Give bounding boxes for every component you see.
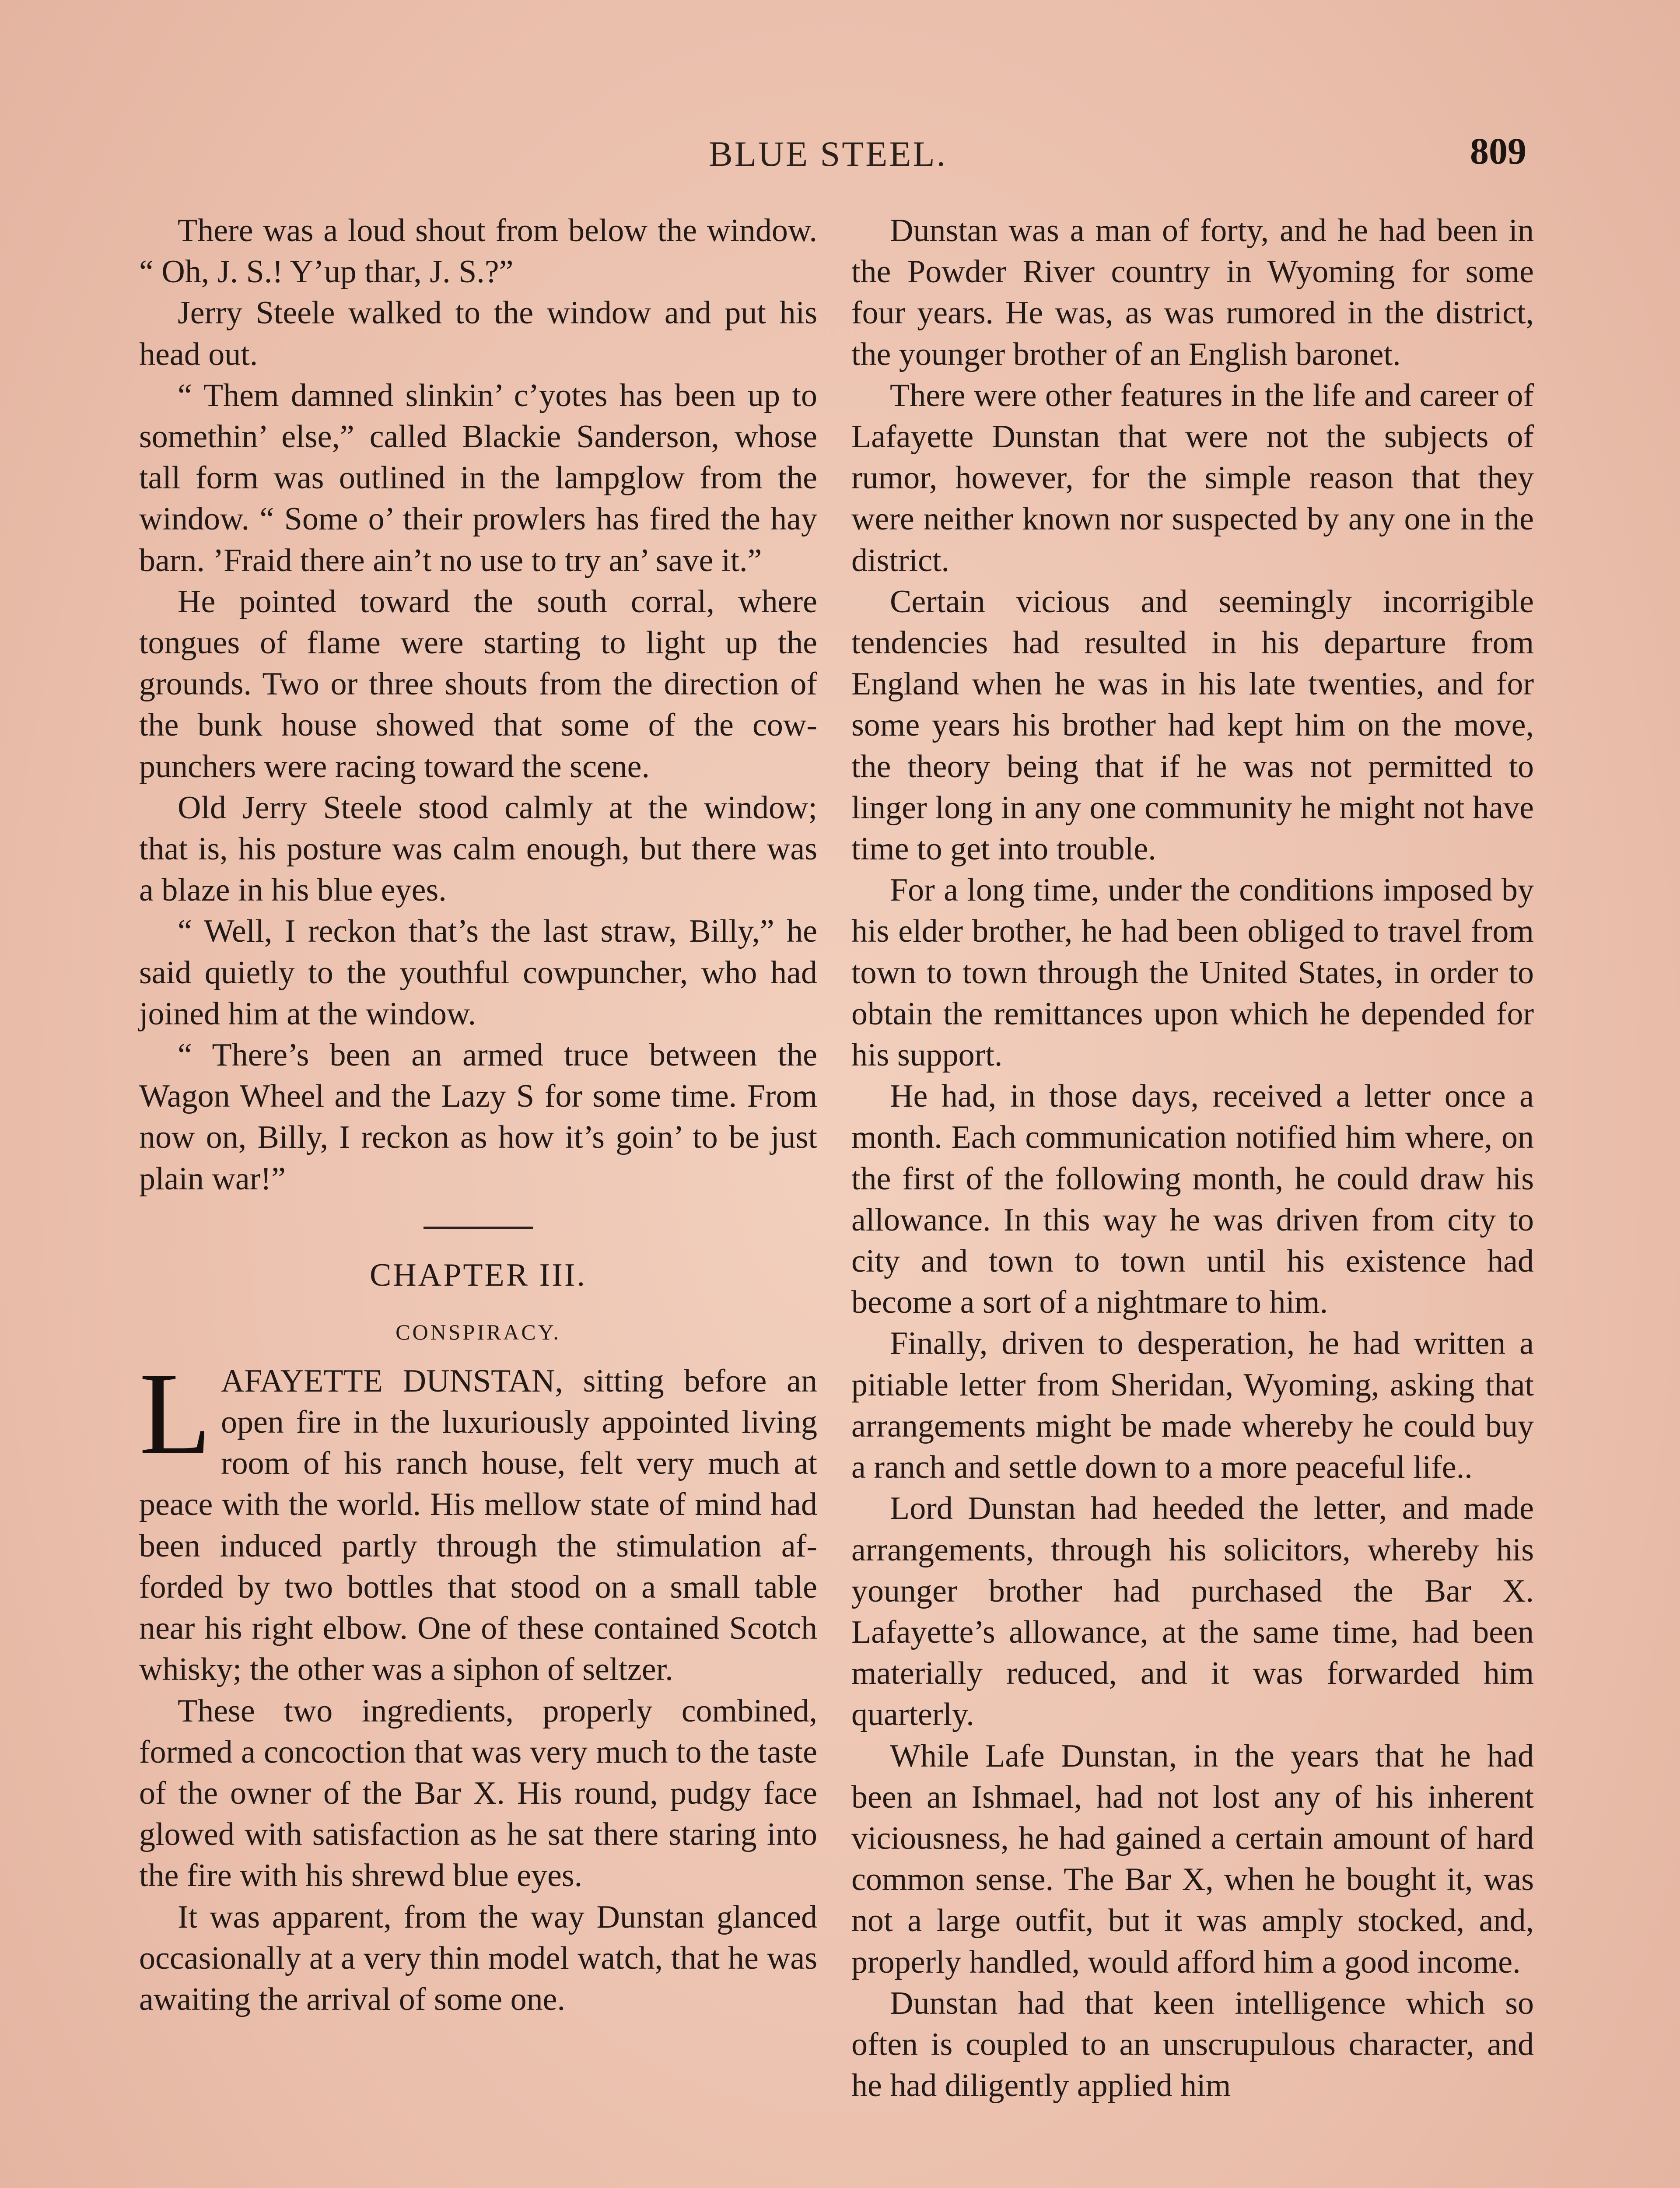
section-divider	[424, 1227, 533, 1229]
paragraph: “ Well, I reckon that’s the last straw, Billy,” he said quietly to the youthful cowpuncher, who had joined him at the window.	[139, 913, 817, 1032]
paragraph: Finally, driven to desperation, he had written a pitiable letter from Sheridan, Wyoming, asking that arrangements might be made whereby he could buy a ranch and settle down to a more peaceful life..	[851, 1325, 1534, 1486]
paragraph: He pointed toward the south corral, where tongues of flame were starting to light up the grounds. Two or three shouts from the direction of the bunk house showed that some of the cow-punchers were racing toward the scene.	[139, 583, 817, 785]
running-head	[0, 129, 1680, 177]
page-number: 809	[1470, 130, 1526, 172]
drop-cap: L	[139, 1348, 211, 1479]
paragraph: Jerry Steele walked to the window and put his head out.	[139, 295, 817, 372]
paragraph: Dunstan was a man of forty, and he had been in the Powder River country in Wyoming for some four years. He was, as was rumored in the district, the younger brother of an English baronet.	[851, 213, 1534, 372]
paragraph: Certain vicious and seemingly incorrigible tendencies had resulted in his departure from England when he was in his late twenties, and for some years his brother had kept him on the move, the theory being that if he was not permitted to linger long in any one community he might not have time to get into trouble.	[851, 583, 1534, 867]
paragraph: There were other features in the life and career of Lafayette Dunstan that were not the subjects of rumor, however, for the simple reason that they were neither known nor suspected by any one in the district.	[851, 377, 1534, 579]
paragraph: Lord Dunstan had heeded the letter, and made arrangements, through his solicitors, whereby his younger brother had purchased the Bar X. Lafayette’s allowance, at the same time, had been materially reduced, and it was forwarded him quarterly.	[851, 1490, 1534, 1733]
paragraph-text: AFAYETTE DUNSTAN, sitting before an open fire in the luxuriously appointed living room of his ranch house, felt very much at peace with the world. His mellow state of mind had been induced partly through the stimulation afforded by two bottles that stood on a small table near his right elbow. One of these contained Scotch whisky; the other was a siphon of seltzer.	[139, 1363, 817, 1688]
paragraph: There was a loud shout from below the window. “ Oh, J. S.! Y’up thar, J. S.?”	[139, 213, 817, 290]
paragraph: Dunstan had that keen intelligence which so often is coupled to an unscrupulous character, and he had diligently applied him	[851, 1985, 1534, 2104]
paragraph: These two ingredients, properly combined, formed a concoction that was very much to the taste of the owner of the Bar X. His round, pudgy face glowed with satisfaction as he sat there staring into the fire with his shrewd blue eyes.	[139, 1693, 817, 1894]
right-column	[851, 210, 1534, 2106]
paragraph: While Lafe Dunstan, in the years that he had been an Ishmael, had not lost any of his inherent viciousness, he had gained a certain amount of hard common sense. The Bar X, when he bought it, was not a large outfit, but it was amply stocked, and, properly handled, would afford him a good income.	[851, 1738, 1534, 1980]
paragraph: “ Them damned slinkin’ c’yotes has been up to somethin’ else,” called Blackie Sanderson, whose tall form was outlined in the lampglow from the window. “ Some o’ their prowlers has fired the hay barn. ’Fraid there ain’t no use to try an’ save it.”	[139, 377, 817, 579]
chapter-heading: CHAPTER III.	[369, 1257, 587, 1293]
paragraph: It was apparent, from the way Dunstan glanced occasionally at a very thin model watch, that he was awaiting the arrival of some one.	[139, 1899, 817, 2017]
chapter-subtitle: CONSPIRACY.	[396, 1319, 561, 1344]
paragraph: For a long time, under the conditions imposed by his elder brother, he had been obliged to travel from town to town through the United States, in order to obtain the remittances upon which he depended for his support.	[851, 872, 1534, 1073]
paragraph: He had, in those days, received a letter once a month. Each communication notified him where, on the first of the following month, he could draw his allowance. In this way he was driven from city to city and town to town until his existence had become a sort of a nightmare to him.	[851, 1078, 1534, 1321]
chapter-opening-paragraph	[139, 1348, 817, 1690]
running-title: BLUE STEEL.	[709, 134, 948, 174]
left-column	[139, 210, 817, 2020]
paragraph: Old Jerry Steele stood calmly at the window; that is, his posture was calm enough, but there was a blaze in his blue eyes.	[139, 789, 817, 908]
paragraph: “ There’s been an armed truce between the Wagon Wheel and the Lazy S for some time. From now on, Billy, I reckon as how it’s goin’ to be just plain war!”	[139, 1037, 817, 1197]
